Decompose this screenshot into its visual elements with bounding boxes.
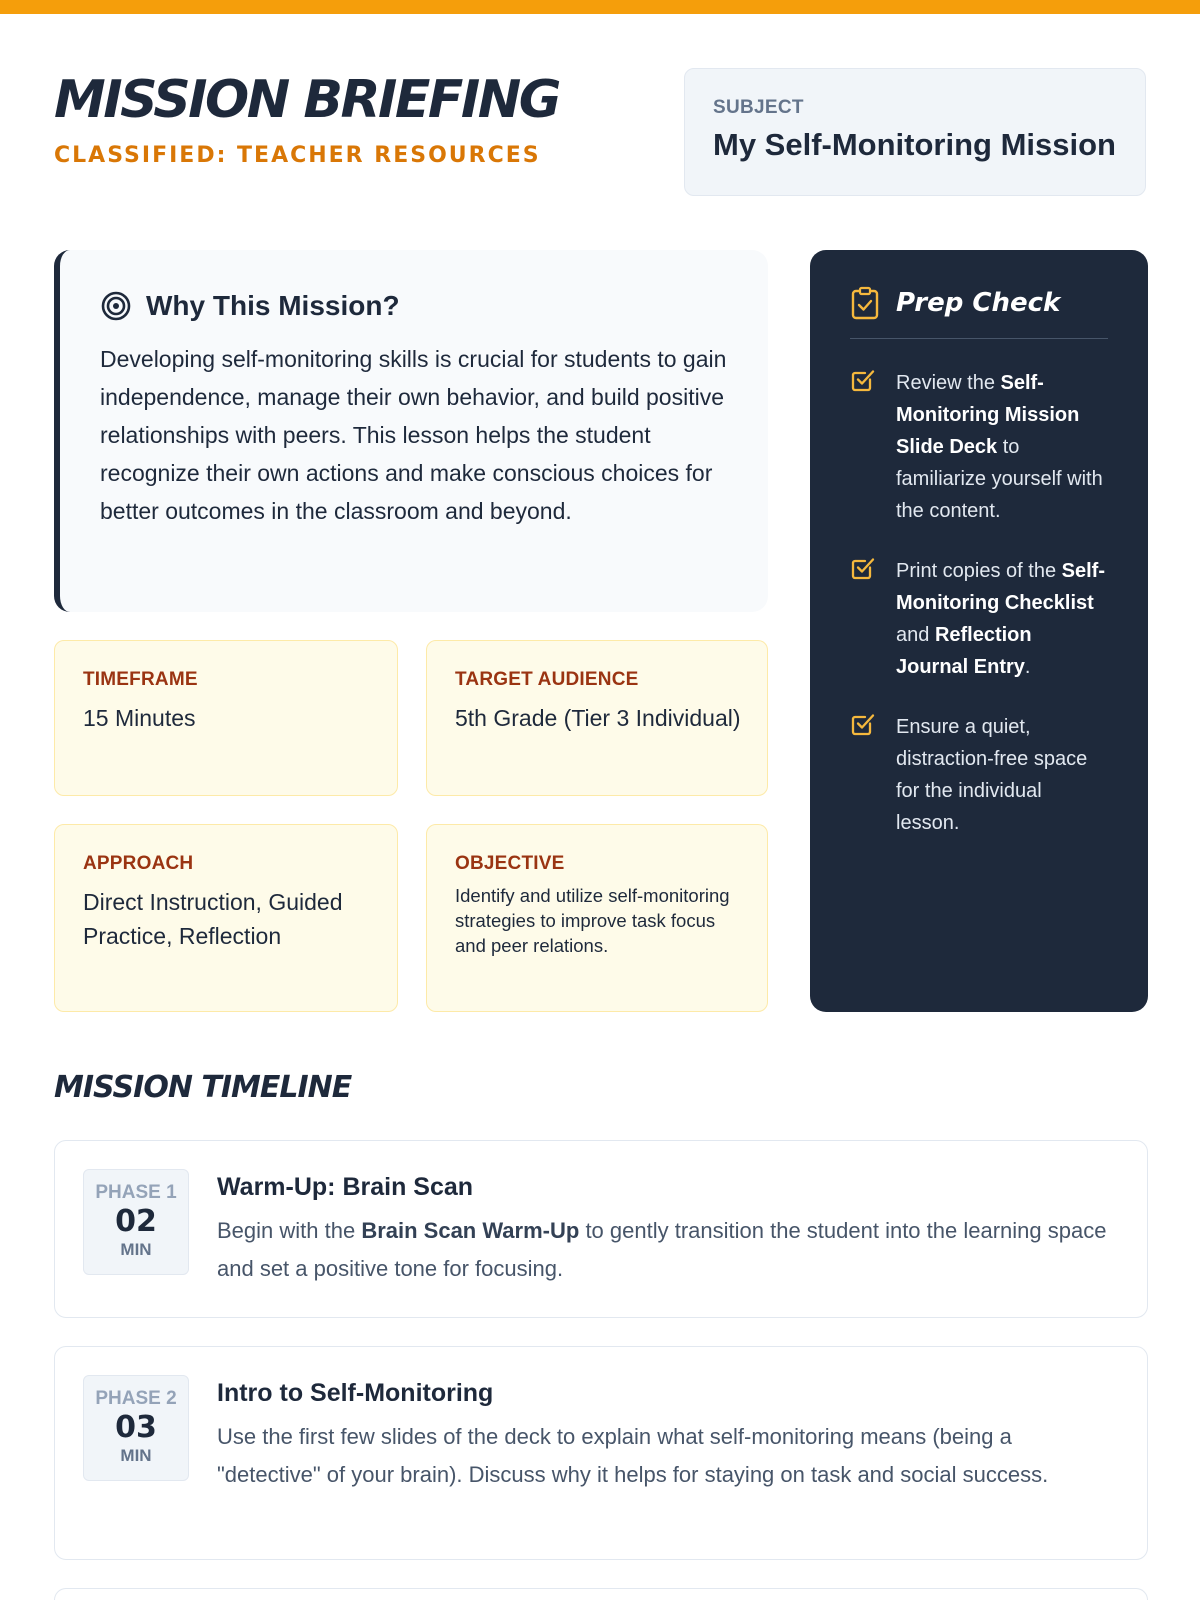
subject-value: My Self-Monitoring Mission bbox=[713, 127, 1116, 162]
approach-card bbox=[54, 824, 398, 1012]
phase-card-partial bbox=[54, 1588, 1148, 1600]
why-mission-text: Developing self-monitoring skills is crucial for students to gain independence, manage their own behavior, and build positive relationships with peers. This lesson helps the student recognize their own actions and make conscious choices for better outcomes in the classroom and beyond. bbox=[100, 346, 727, 524]
timeframe-label: TIMEFRAME bbox=[83, 669, 198, 690]
subject-label: SUBJECT bbox=[713, 97, 804, 118]
phase-unit: MIN bbox=[120, 1446, 152, 1465]
phase-description: Use the first few slides of the deck to explain what self-monitoring means (being a "detective" of your brain). Discuss why it helps for staying on task and social success. bbox=[217, 1424, 1049, 1487]
prep-check-panel bbox=[810, 250, 1148, 1012]
phase-title: Warm-Up: Brain Scan bbox=[217, 1173, 474, 1201]
phase-body bbox=[217, 1379, 1117, 1494]
checkbox-checked-icon bbox=[850, 555, 876, 581]
objective-value: Identify and utilize self-monitoring strategies to improve task focus and peer relations. bbox=[455, 885, 730, 956]
phase-body bbox=[217, 1173, 1117, 1288]
phase-number: PHASE 2 bbox=[95, 1388, 177, 1409]
timeline-title: MISSION TIMELINE bbox=[54, 1070, 352, 1105]
top-accent-bar bbox=[0, 0, 1200, 14]
prep-item-text: Review the Self-Monitoring Mission Slide Deck to familiarize yourself with the content. bbox=[896, 372, 1103, 522]
target-icon bbox=[100, 290, 132, 322]
page-title: MISSION BRIEFING bbox=[54, 70, 559, 130]
why-mission-header bbox=[100, 290, 738, 322]
page-subtitle: CLASSIFIED: TEACHER RESOURCES bbox=[54, 143, 541, 168]
why-mission-title: Why This Mission? bbox=[146, 290, 400, 321]
timeframe-value: 15 Minutes bbox=[83, 705, 196, 731]
prep-check-header bbox=[850, 286, 1108, 339]
phase-number: PHASE 1 bbox=[95, 1182, 177, 1203]
target-audience-card bbox=[426, 640, 768, 796]
prep-item-text: Print copies of the Self-Monitoring Checklist and Reflection Journal Entry. bbox=[896, 560, 1105, 678]
subject-card bbox=[684, 68, 1146, 196]
prep-item-text: Ensure a quiet, distraction-free space for the individual lesson. bbox=[896, 716, 1088, 834]
target-audience-value: 5th Grade (Tier 3 Individual) bbox=[455, 705, 741, 731]
phase-unit: MIN bbox=[120, 1240, 152, 1259]
clipboard-check-icon bbox=[850, 286, 880, 320]
approach-label: APPROACH bbox=[83, 853, 194, 874]
approach-value: Direct Instruction, Guided Practice, Reflection bbox=[83, 889, 343, 949]
objective-label: OBJECTIVE bbox=[455, 853, 565, 874]
header bbox=[54, 66, 1146, 196]
phase-minutes: 02 bbox=[115, 1204, 157, 1239]
phase-badge bbox=[83, 1375, 189, 1481]
phase-badge bbox=[83, 1169, 189, 1275]
checkbox-checked-icon bbox=[850, 711, 876, 737]
objective-card bbox=[426, 824, 768, 1012]
target-audience-label: TARGET AUDIENCE bbox=[455, 669, 639, 690]
timeframe-card bbox=[54, 640, 398, 796]
prep-item bbox=[850, 555, 1108, 683]
phase-description: Begin with the Brain Scan Warm-Up to gently transition the student into the learning space and set a positive tone for focusing. bbox=[217, 1218, 1107, 1281]
prep-item bbox=[850, 367, 1108, 527]
checkbox-checked-icon bbox=[850, 367, 876, 393]
phase-card bbox=[54, 1140, 1148, 1318]
phase-title: Intro to Self-Monitoring bbox=[217, 1379, 494, 1407]
phase-card bbox=[54, 1346, 1148, 1560]
prep-item bbox=[850, 711, 1108, 839]
phase-minutes: 03 bbox=[115, 1410, 157, 1445]
prep-check-title: Prep Check bbox=[896, 288, 1061, 318]
why-mission-card bbox=[54, 250, 768, 612]
